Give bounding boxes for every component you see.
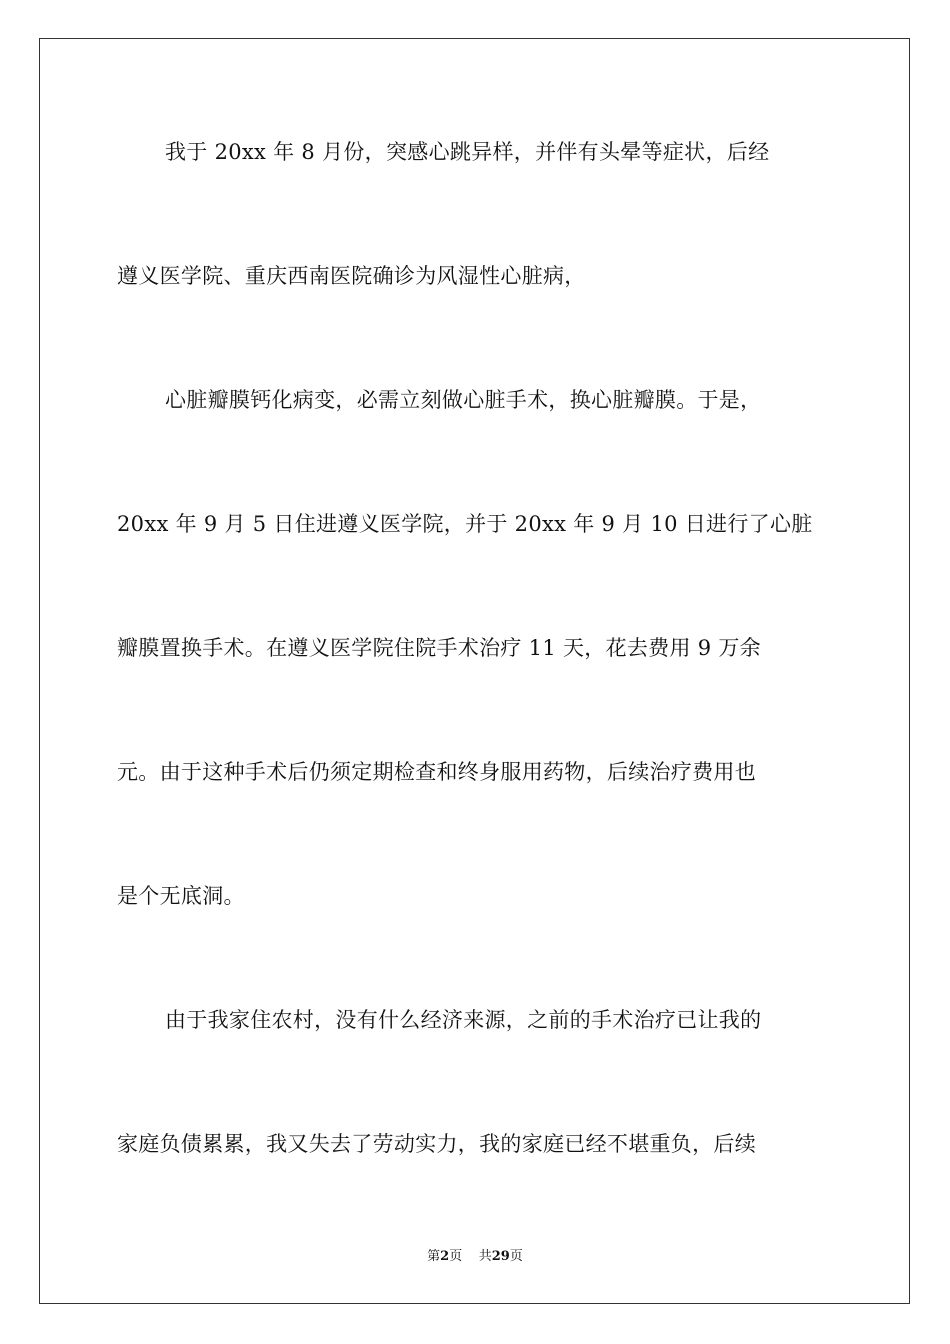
page-total: 29 <box>491 1249 510 1264</box>
page-prefix: 第 <box>427 1249 441 1264</box>
total-suffix: 页 <box>509 1249 523 1264</box>
page-footer <box>0 1248 950 1266</box>
paragraph-line: 瓣膜置换手术。在遵义医学院住院手术治疗 11 天，花去费用 9 万余 <box>117 636 761 660</box>
page-current: 2 <box>440 1249 450 1264</box>
paragraph-line: 家庭负债累累，我又失去了劳动实力，我的家庭已经不堪重负，后续 <box>117 1132 756 1156</box>
paragraph-line: 我于 20xx 年 8 月份，突感心跳异样，并伴有头晕等症状，后经 <box>165 140 770 164</box>
paragraph-line: 心脏瓣膜钙化病变，必需立刻做心脏手术，换心脏瓣膜。于是， <box>165 388 762 412</box>
paragraph-line: 由于我家住农村，没有什么经济来源，之前的手术治疗已让我的 <box>165 1008 762 1032</box>
paragraph-line: 遵义医学院、重庆西南医院确诊为风湿性心脏病， <box>117 264 586 288</box>
paragraph-line: 是个无底洞。 <box>117 884 245 908</box>
page-suffix: 页 <box>449 1249 463 1264</box>
paragraph-line: 元。由于这种手术后仍须定期检查和终身服用药物，后续治疗费用也 <box>117 760 756 784</box>
total-prefix: 共 <box>478 1249 492 1264</box>
page-frame <box>39 38 910 1304</box>
paragraph-line: 20xx 年 9 月 5 日住进遵义医学院，并于 20xx 年 9 月 10 日进行了心脏 <box>117 512 813 536</box>
